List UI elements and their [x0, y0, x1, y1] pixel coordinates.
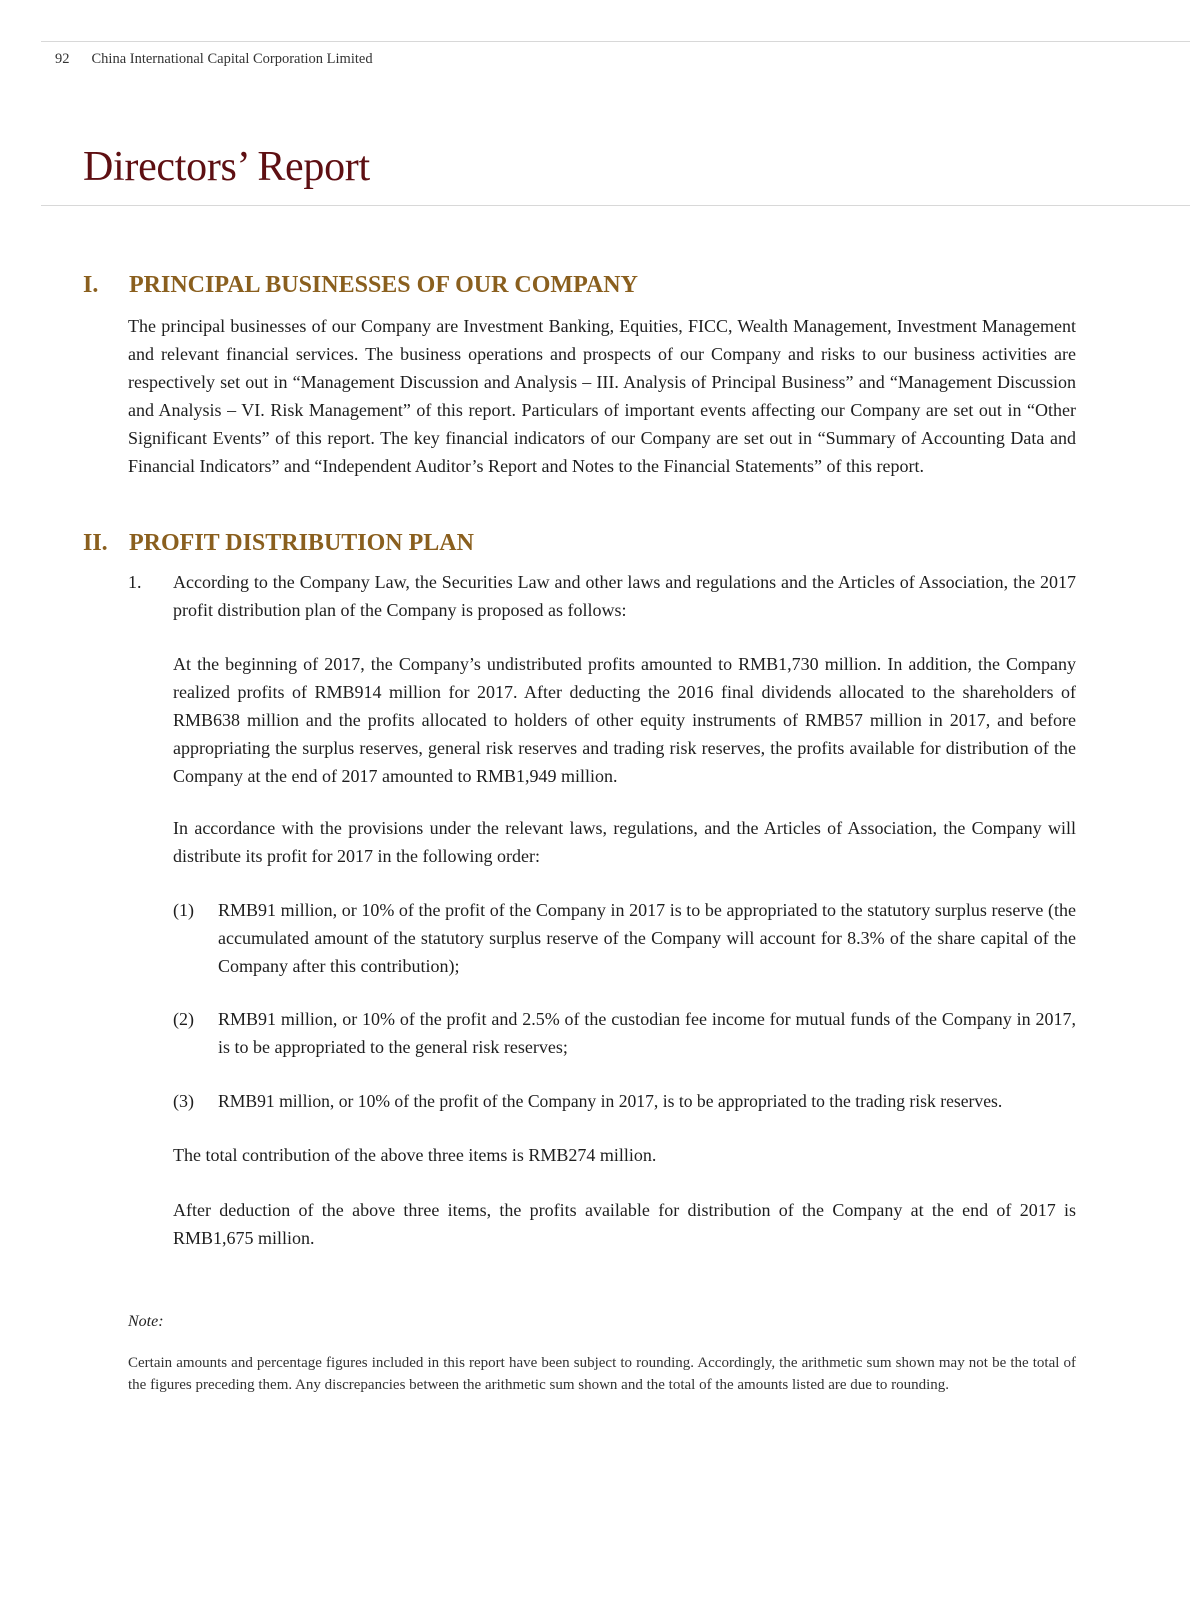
page-number: 92 — [55, 51, 70, 67]
section-2-title: PROFIT DISTRIBUTION PLAN — [129, 530, 474, 556]
item-1-number: 1. — [128, 572, 142, 592]
distributable-profit-line: After deduction of the above three items, the profits available for distribution of the Company at the end of 2017 is RMB1,675 million. — [173, 1200, 1076, 1248]
company-name: China International Capital Corporation Limited — [91, 51, 373, 67]
subitem-3-number: (3) — [173, 1091, 194, 1111]
title-rule — [41, 205, 1190, 206]
note-label: Note: — [128, 1313, 164, 1330]
section-1-number: I. — [83, 272, 99, 298]
subitem-1-text: RMB91 million, or 10% of the profit of the Company in 2017 is to be appropriated to the statutory surplus reserve (the accumulated amount of the statutory surplus reserve of the Company will account for 8.3% of the share capital of the Company after this contribution); — [218, 900, 1076, 976]
running-header — [55, 51, 373, 68]
distribution-order-paragraph: In accordance with the provisions under the relevant laws, regulations, and the Articles of Association, the Company will distribute its profit for 2017 in the following order: — [173, 818, 1076, 866]
section-1-title: PRINCIPAL BUSINESSES OF OUR COMPANY — [129, 272, 638, 298]
subitem-2-number: (2) — [173, 1009, 194, 1029]
section-1-body: The principal businesses of our Company are Investment Banking, Equities, FICC, Wealth Management, Investment Management and relevant financial services. The business operations and prospects of our Company and risks to our business activities are respectively set out in “Management Discussion and Analysis – III. Analysis of Principal Business” and “Management Discussion and Analysis – VI. Risk Management” of this report. Particulars of important events affecting our Company are set out in “Other Significant Events” of this report. The key financial indicators of our Company are set out in “Summary of Accounting Data and Financial Indicators” and “Independent Auditor’s Report and Notes to the Financial Statements” of this report. — [128, 316, 1076, 476]
item-1-intro: According to the Company Law, the Securities Law and other laws and regulations and the Articles of Association, the 2017 profit distribution plan of the Company is proposed as follows: — [173, 572, 1076, 620]
note-text: Certain amounts and percentage figures included in this report have been subject to rounding. Accordingly, the arithmetic sum shown may not be the total of the figures preceding them. Any discrepancies between the arithmetic sum shown and the total of the amounts listed are due to rounding. — [128, 1355, 1076, 1393]
undistributed-profit-paragraph: At the beginning of 2017, the Company’s undistributed profits amounted to RMB1,730 million. In addition, the Company realized profits of RMB914 million for 2017. After deducting the 2016 final dividends allocated to the shareholders of RMB638 million and the profits allocated to holders of other equity instruments of RMB57 million in 2017, and before appropriating the surplus reserves, general risk reserves and trading risk reserves, the profits available for distribution of the Company at the end of 2017 amounted to RMB1,949 million. — [173, 654, 1076, 786]
subitem-3-text: RMB91 million, or 10% of the profit of the Company in 2017, is to be appropriated to the trading risk reserves. — [218, 1091, 1003, 1111]
section-2-number: II. — [83, 530, 108, 556]
header-rule — [41, 41, 1190, 42]
page-title: Directors’ Report — [83, 144, 370, 190]
subitem-1-number: (1) — [173, 900, 194, 920]
total-contribution-line: The total contribution of the above three items is RMB274 million. — [173, 1145, 657, 1165]
subitem-2-text: RMB91 million, or 10% of the profit and 2.5% of the custodian fee income for mutual funds of the Company in 2017, is to be appropriated to the general risk reserves; — [218, 1009, 1076, 1057]
